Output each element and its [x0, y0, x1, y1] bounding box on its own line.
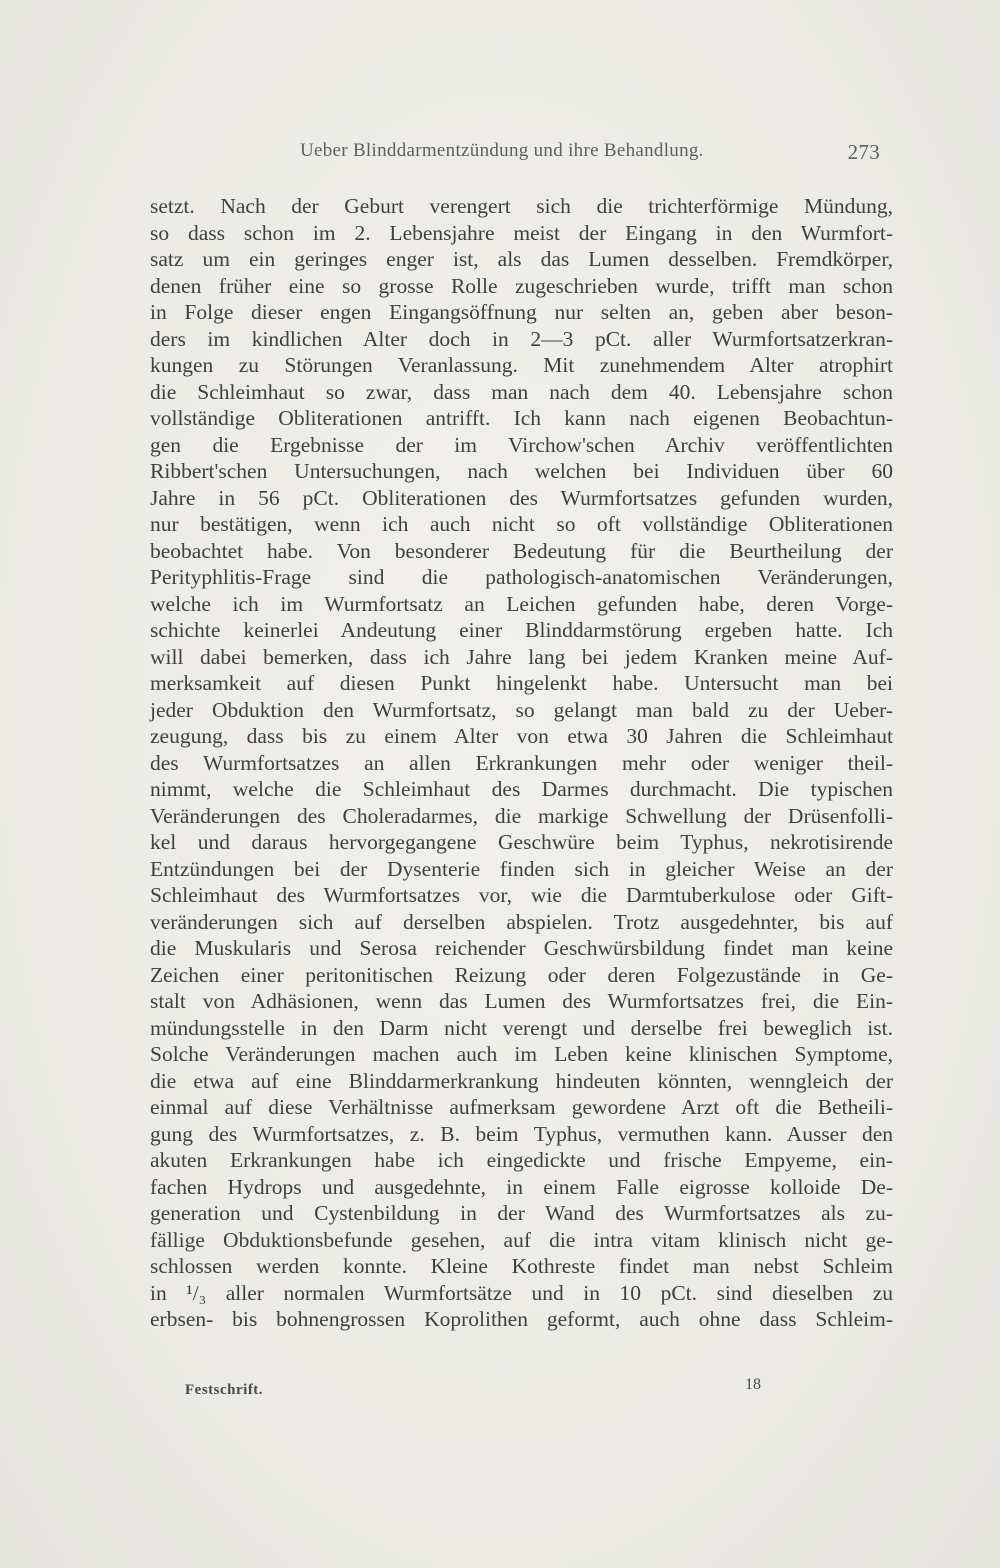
- text-line: Entzündungen bei der Dysenterie finden sich in gleicher Weise an der: [150, 856, 893, 881]
- text-line: die Schleimhaut so zwar, dass man nach dem 40. Lebensjahre schon: [150, 379, 893, 404]
- text-line: fachen Hydrops und ausgedehnte, in einem Falle eigrosse kolloide De-: [150, 1174, 893, 1199]
- text-line: erbsen- bis bohnengrossen Koprolithen geformt, auch ohne dass Schleim-: [150, 1307, 893, 1331]
- text-line: gung des Wurmfortsatzes, z. B. beim Typhus, vermuthen kann. Ausser den: [150, 1121, 893, 1146]
- text-line: setzt. Nach der Geburt verengert sich die trichterförmige Mündung,: [150, 194, 893, 218]
- text-line: Ribbert'schen Untersuchungen, nach welchen bei Individuen über 60: [150, 459, 893, 483]
- gathering-number: 18: [745, 1376, 761, 1393]
- text-line: vollständige Obliterationen antrifft. Ich kann nach eigenen Beobachtun-: [150, 406, 893, 430]
- body-text: [150, 193, 893, 1333]
- text-line: mündungsstelle in den Darm nicht verengt und derselbe frei beweglich ist.: [150, 1015, 893, 1040]
- text-line: beobachtet habe. Von besonderer Bedeutung für die Beurtheilung der: [150, 538, 893, 563]
- text-line: will dabei bemerken, dass ich Jahre lang bei jedem Kranken meine Auf-: [150, 644, 893, 669]
- text-line: Jahre in 56 pCt. Obliterationen des Wurmfortsatzes gefunden wurden,: [150, 485, 893, 510]
- text-line: merksamkeit auf diesen Punkt hingelenkt habe. Untersucht man bei: [150, 671, 893, 695]
- text-line: des Wurmfortsatzes an allen Erkrankungen mehr oder weniger theil-: [150, 750, 893, 775]
- page-number: 273: [847, 140, 880, 164]
- text-line: nimmt, welche die Schleimhaut des Darmes durchmacht. Die typischen: [150, 777, 893, 801]
- text-line: stalt von Adhäsionen, wenn das Lumen des Wurmfortsatzes frei, die Ein-: [150, 989, 893, 1013]
- text-line: in Folge dieser engen Eingangsöffnung nur selten an, geben aber beson-: [150, 300, 893, 324]
- text-line: akuten Erkrankungen habe ich eingedickte und frische Empyeme, ein-: [150, 1148, 893, 1172]
- text-line: schlossen werden konnte. Kleine Kothreste findet man nebst Schleim: [150, 1254, 893, 1278]
- running-title: Ueber Blinddarmentzündung und ihre Behandlung.: [300, 140, 704, 161]
- text-line: so dass schon im 2. Lebensjahre meist der Eingang in den Wurmfort-: [150, 220, 893, 245]
- page-footer: [185, 1376, 765, 1404]
- text-line: kungen zu Störungen Veranlassung. Mit zunehmendem Alter atrophirt: [150, 353, 893, 377]
- text-line: gen die Ergebnisse der im Virchow'schen Archiv veröffentlichten: [150, 432, 893, 457]
- text-line: schichte keinerlei Andeutung einer Blinddarmstörung ergeben hatte. Ich: [150, 618, 893, 642]
- text-line: veränderungen sich auf derselben abspielen. Trotz ausgedehnter, bis auf: [150, 909, 893, 934]
- text-line: zeugung, dass bis zu einem Alter von etwa 30 Jahren die Schleimhaut: [150, 724, 893, 748]
- text-line: denen früher eine so grosse Rolle zugeschrieben wurde, trifft man schon: [150, 273, 893, 298]
- text-line: in ¹/₃ aller normalen Wurmfortsätze und in 10 pCt. sind dieselben zu: [150, 1280, 893, 1305]
- text-line: einmal auf diese Verhältnisse aufmerksam gewordene Arzt oft die Betheili-: [150, 1095, 893, 1119]
- text-line: generation und Cystenbildung in der Wand des Wurmfortsatzes als zu-: [150, 1201, 893, 1225]
- text-line: nur bestätigen, wenn ich auch nicht so oft vollständige Obliterationen: [150, 512, 893, 536]
- text-line: Veränderungen des Choleradarmes, die markige Schwellung der Drüsenfolli-: [150, 803, 893, 828]
- text-line: Perityphlitis-Frage sind die pathologisch-anatomischen Veränderungen,: [150, 565, 893, 589]
- text-line: jeder Obduktion den Wurmfortsatz, so gelangt man bald zu der Ueber-: [150, 697, 893, 722]
- text-line: fällige Obduktionsbefunde gesehen, auf die intra vitam klinisch nicht ge-: [150, 1227, 893, 1252]
- text-line: die Muskularis und Serosa reichender Geschwürsbildung findet man keine: [150, 936, 893, 960]
- text-line: kel und daraus hervorgegangene Geschwüre beim Typhus, nekrotisirende: [150, 830, 893, 854]
- text-line: Schleimhaut des Wurmfortsatzes vor, wie die Darmtuberkulose oder Gift-: [150, 883, 893, 907]
- signature-mark: Festschrift.: [185, 1382, 264, 1398]
- running-head: [300, 140, 880, 166]
- text-line: welche ich im Wurmfortsatz an Leichen gefunden habe, deren Vorge-: [150, 591, 893, 616]
- text-line: Solche Veränderungen machen auch im Leben keine klinischen Symptome,: [150, 1042, 893, 1066]
- text-line: ders im kindlichen Alter doch in 2—3 pCt. aller Wurmfortsatzerkran-: [150, 326, 893, 351]
- text-line: die etwa auf eine Blinddarmerkrankung hindeuten könnten, wenngleich der: [150, 1068, 893, 1093]
- text-line: Zeichen einer peritonitischen Reizung oder deren Folgezustände in Ge-: [150, 962, 893, 987]
- text-line: satz um ein geringes enger ist, als das Lumen desselben. Fremdkörper,: [150, 247, 893, 271]
